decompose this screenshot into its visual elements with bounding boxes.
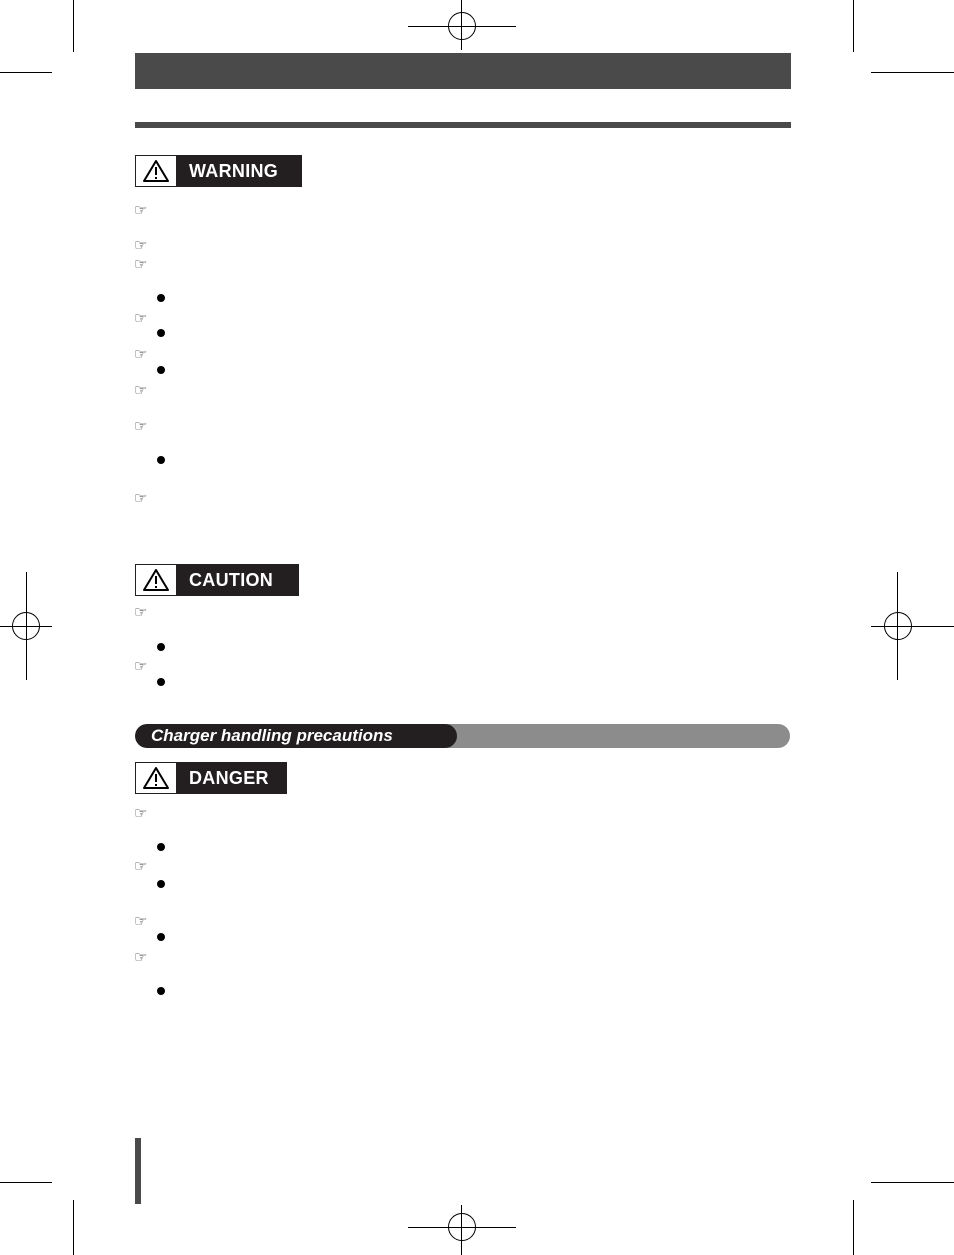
crop-mark [0,72,52,73]
caution-label [135,564,299,596]
bullet [157,933,165,941]
warning-triangle-icon [136,565,177,595]
bullet [157,294,165,302]
pointing-hand-icon: ☞ [134,382,148,399]
pointing-hand-icon: ☞ [134,256,148,273]
pointing-hand-icon: ☞ [134,913,148,930]
warning-triangle-icon [136,763,177,793]
pointing-hand-icon: ☞ [134,805,148,822]
crop-mark [853,1200,854,1255]
crop-mark [73,0,74,52]
registration-circle [884,612,912,640]
header-bar [135,53,791,89]
bullet [157,678,165,686]
registration-circle [448,12,476,40]
pointing-hand-icon: ☞ [134,346,148,363]
pointing-hand-icon: ☞ [134,310,148,327]
bullet [157,456,165,464]
caution-label-text: CAUTION [177,565,298,595]
pointing-hand-icon: ☞ [134,658,148,675]
pointing-hand-icon: ☞ [134,202,148,219]
danger-label [135,762,287,794]
pointing-hand-icon: ☞ [134,237,148,254]
bullet [157,843,165,851]
pointing-hand-icon: ☞ [134,604,148,621]
danger-label-text: DANGER [177,763,286,793]
crop-mark [73,1200,74,1255]
bullet [157,987,165,995]
crop-mark [853,0,854,52]
registration-circle [448,1213,476,1241]
crop-mark [871,1182,954,1183]
section-heading-bar [135,724,790,748]
bullet [157,643,165,651]
pointing-hand-icon: ☞ [134,858,148,875]
bullet [157,366,165,374]
crop-mark [871,72,954,73]
page-side-bar [135,1138,141,1204]
warning-label-text: WARNING [177,156,301,186]
warning-triangle-icon [136,156,177,186]
warning-label [135,155,302,187]
registration-circle [12,612,40,640]
pointing-hand-icon: ☞ [134,949,148,966]
bullet [157,880,165,888]
pointing-hand-icon: ☞ [134,490,148,507]
section-title: Charger handling precautions [135,724,457,748]
pointing-hand-icon: ☞ [134,418,148,435]
bullet [157,329,165,337]
header-rule [135,122,791,128]
crop-mark [0,1182,52,1183]
